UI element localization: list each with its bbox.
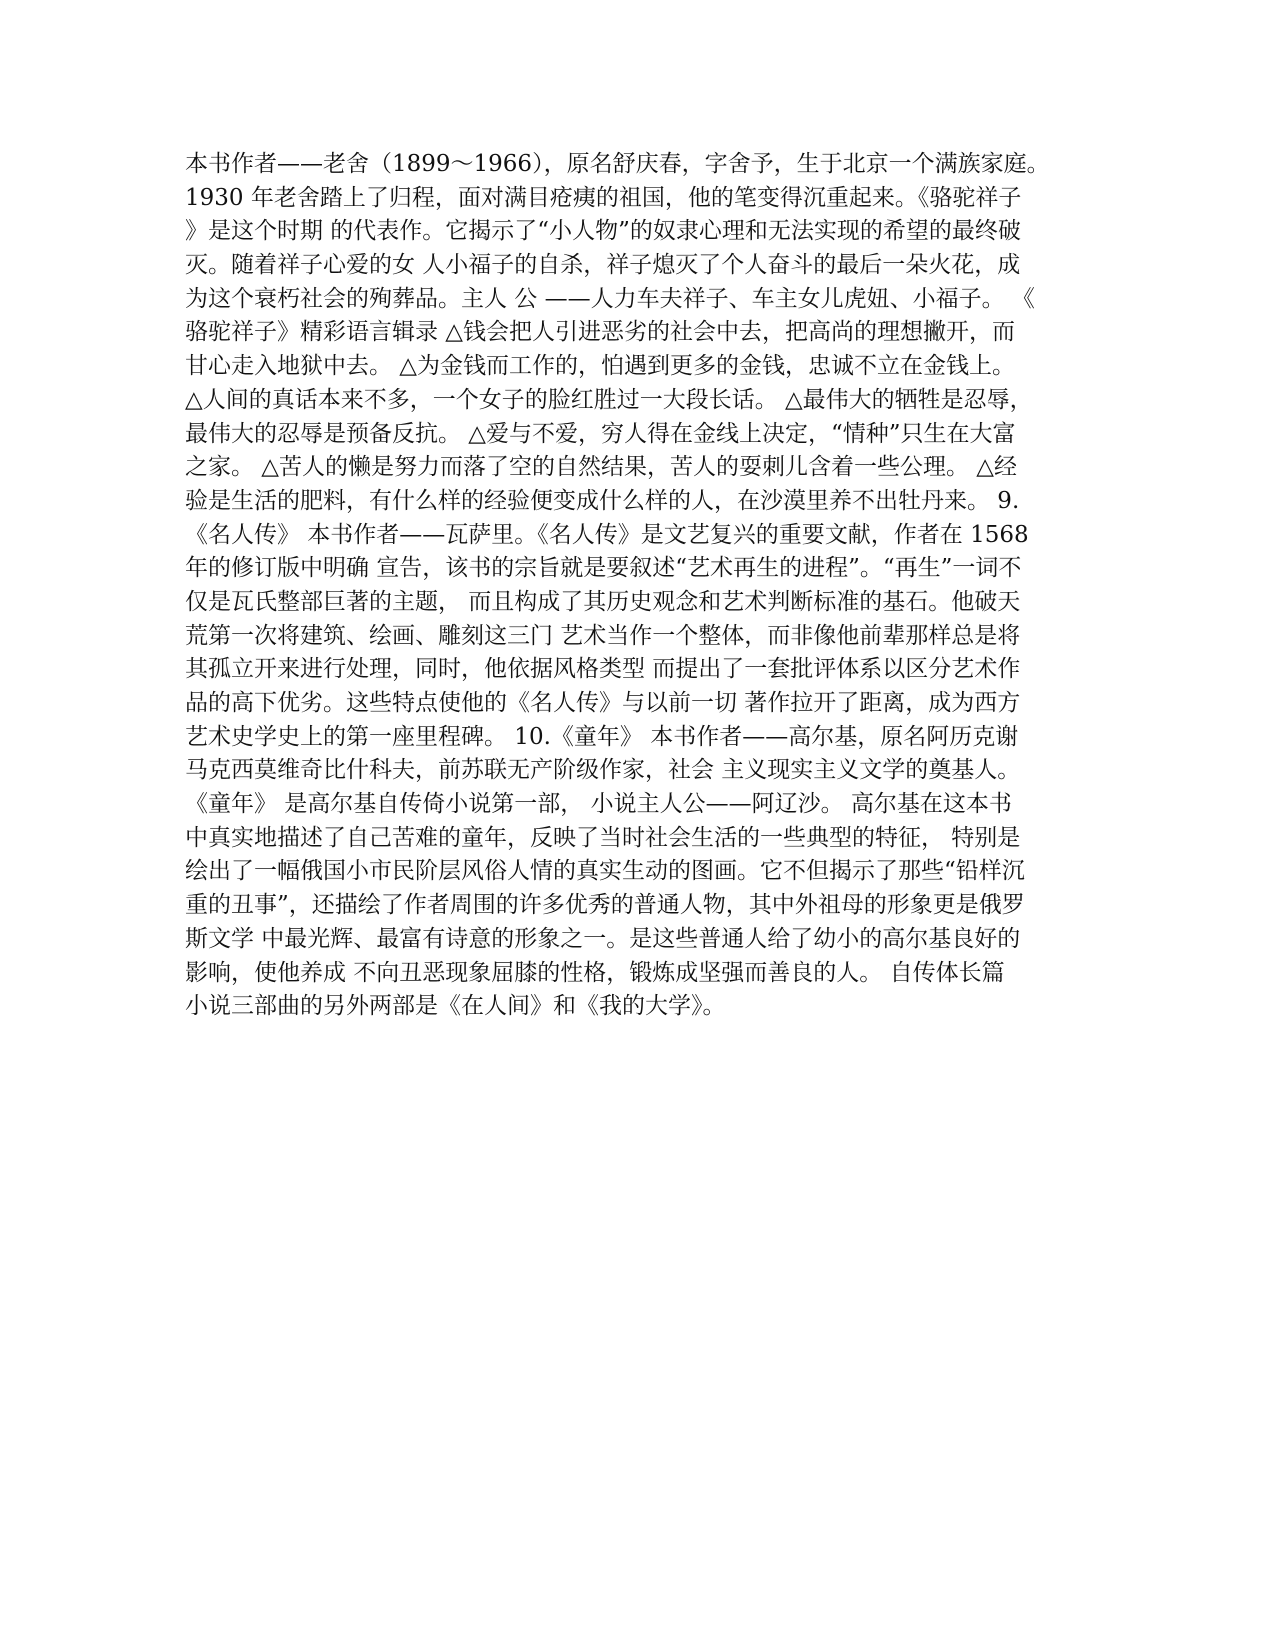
- text-line: △人间的真话本来不多，一个女子的脸红胜过一大段长话。 △最伟大的牺牲是忍辱，: [185, 386, 1033, 413]
- text-line: 验是生活的肥料，有什么样的经验便变成什么样的人，在沙漠里养不出牡丹来。 9.: [185, 487, 1020, 514]
- text-line: 为这个衰朽社会的殉葬品。主人 公 ——人力车夫祥子、车主女儿虎妞、小福子。 《: [185, 285, 1035, 312]
- text-line: 1930 年老舍踏上了归程，面对满目疮痍的祖国，他的笔变得沉重起来。《骆驼祥子: [185, 184, 1022, 211]
- text-line: 荒第一次将建筑、绘画、雕刻这三门 艺术当作一个整体，而非像他前辈那样总是将: [185, 622, 1021, 649]
- text-line: 斯文学 中最光辉、最富有诗意的形象之一。是这些普通人给了幼小的高尔基良好的: [185, 925, 1021, 952]
- text-line: 小说三部曲的另外两部是《在人间》和《我的大学》。: [185, 993, 726, 1020]
- text-line: 仅是瓦氏整部巨著的主题， 而且构成了其历史观念和艺术判断标准的基石。他破天: [185, 588, 1021, 615]
- text-line: 灭。随着祥子心爱的女 人小福子的自杀，祥子熄灭了个人奋斗的最后一朵火花，成: [185, 252, 1021, 279]
- text-line: 》是这个时期 的代表作。它揭示了“小人物”的奴隶心理和无法实现的希望的最终破: [185, 218, 1021, 245]
- text-line: 《名人传》 本书作者——瓦萨里。《名人传》是文艺复兴的重要文献，作者在 1568: [185, 521, 1029, 548]
- text-line: 骆驼祥子》精彩语言辑录 △钱会把人引进恶劣的社会中去，把高尚的理想撇开，而: [185, 319, 1015, 346]
- text-line: 本书作者——老舍（1899～1966），原名舒庆春，字舍予，生于北京一个满族家庭。: [185, 151, 1050, 177]
- text-line: 品的高下优劣。这些特点使他的《名人传》与以前一切 著作拉开了距离，成为西方: [185, 690, 1021, 716]
- text-line: 甘心走入地狱中去。 △为金钱而工作的，怕遇到更多的金钱，忠诚不立在金钱上。: [185, 353, 1015, 380]
- text-line: 最伟大的忍辱是预备反抗。 △爱与不爱，穷人得在金线上决定，“情种”只生在大富: [185, 420, 1016, 447]
- text-line: 中真实地描述了自己苦难的童年，反映了当时社会生活的一些典型的特征， 特别是: [185, 824, 1021, 851]
- text-line: 《童年》 是高尔基自传倚小说第一部， 小说主人公——阿辽沙。 高尔基在这本书: [185, 791, 1012, 818]
- text-line: 绘出了一幅俄国小市民阶层风俗人情的真实生动的图画。它不但揭示了那些“铅样沉: [185, 858, 1025, 885]
- text-line: 年的修订版中明确 宣告，该书的宗旨就是要叙述“艺术再生的进程”。“再生”一词不: [185, 555, 1022, 582]
- text-line: 之家。 △苦人的懒是努力而落了空的自然结果，苦人的耍刺儿含着一些公理。 △经: [185, 454, 1017, 481]
- text-line: 其孤立开来进行处理，同时，他依据风格类型 而提出了一套批评体系以区分艺术作: [185, 656, 1021, 683]
- text-line: 艺术史学史上的第一座里程碑。 10.《童年》 本书作者——高尔基，原名阿历克谢: [185, 723, 1019, 750]
- text-line: 重的丑事”，还描绘了作者周围的许多优秀的普通人物，其中外祖母的形象更是俄罗: [185, 892, 1025, 919]
- body-text: [185, 148, 1090, 1024]
- text-line: 马克西莫维奇比什科夫，前苏联无产阶级作家，社会 主义现实主义文学的奠基人。: [185, 757, 1021, 784]
- text-line: 影响，使他养成 不向丑恶现象屈膝的性格，锻炼成坚强而善良的人。 自传体长篇: [185, 959, 1005, 986]
